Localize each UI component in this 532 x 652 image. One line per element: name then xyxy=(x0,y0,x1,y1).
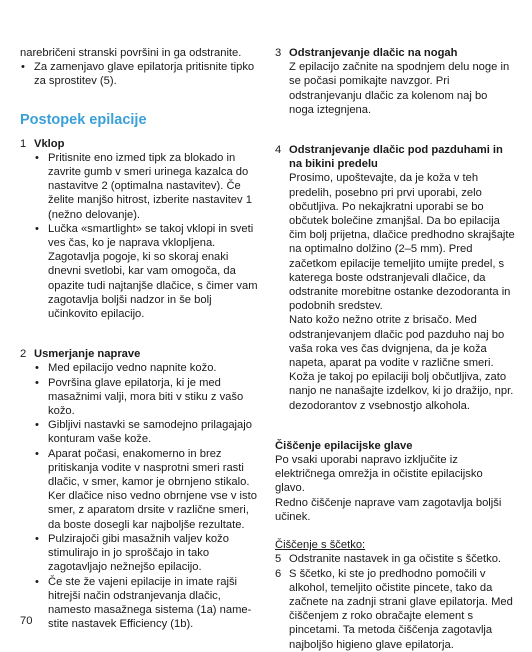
step-text: Odstranite nastavek in ga očistite s ščetko. xyxy=(289,553,502,566)
list-item: • Pulzirajoči gibi masažnih valjev kožo stimulirajo in jo sproščajo in tako zagotavljajo nežnejšo epilacijo. xyxy=(20,532,258,575)
step-3 xyxy=(275,46,515,60)
intro-continuation: narebričeni stranski površini in ga odstranite. xyxy=(20,47,242,59)
list-item: • Aparat počasi, enakomerno in brez pritiskanja vodite v nasprotni smeri rasti dlačic, v smer, kamor je obrnjeno stikalo. Ker dlačice niso vedno obrnjene vse v isto smer, z aparatom drsite v različne smeri, da boste dosegli kar najboljše rezultate. xyxy=(20,447,258,532)
list-item: • Če ste že vajeni epilacije in imate rajši hitrejši način odstranjevanja dlačic, namesto masažnega sistema (1a) name-stite nastavek Efficiency (1b). xyxy=(20,575,258,632)
step-text: Nato kožo nežno otrite z brisačo. Med odstranjevanjem dlačic pod pazduho naj bo vaša roka ves čas dvignjena, da je koža napeta, aparat pa vodite v različne smeri. Koža je takoj po epilaciji bolj občutljiva, zato nanjo ne nanašajte izdelkov, ki jo dražijo, npr. dezodorantov z vsebnostjo alkohola. xyxy=(289,314,514,412)
step-text: S ščetko, ki ste jo predhodno pomočili v alkohol, temeljito očistite pincete, tako da začnete na zadnji strani glave epilatorja. Med čiščenjem z roko obračajte element s pincetami. Ta metoda čiščenja zagotavlja najboljšo higieno glave epilatorja. xyxy=(289,567,513,651)
step-text: Prosimo, upoštevajte, da je koža v teh predelih, posebno pri prvi uporabi, zelo občutljiva. Po nekajkratni uporabi se bo občutek bolečine zmanjšal. Da bo epilacija čim bolj prijetna, dlačice predhodno skrajšajte na optimalno dolžino (2–5 mm). Pred začetkom epilacije temeljito umijte predel, s katerega boste odstranjevali dlačice, da odstranite morebitne ostanke dezodoranta in podobnih sredstev. xyxy=(289,172,515,313)
step-title: Vklop xyxy=(34,137,65,150)
step-text: Z epilacijo začnite na spodnjem delu noge in se počasi pomikajte navzgor. Pri odstranjevanju dlačic za kolenom naj bo noga iztegnjena. xyxy=(289,61,510,116)
left-column xyxy=(20,46,258,631)
step-title: Odstranjevanje dlačic na nogah xyxy=(289,47,458,59)
step-6 xyxy=(275,567,515,652)
list-item: • Površina glave epilatorja, ki je med masažnimi valji, mora biti v stiku z vašo kožo. xyxy=(20,376,258,419)
intro-bullet: • Za zamenjavo glave epilatorja pritisnite tipko za sprostitev (5). xyxy=(20,60,258,88)
step-number: 3 xyxy=(275,47,282,59)
page-number: 70 xyxy=(20,615,33,627)
cleaning-text: Redno čiščenje naprave vam zagotavlja boljši učinek. xyxy=(275,496,502,523)
step-number: 6 xyxy=(275,567,282,580)
step-number: 4 xyxy=(275,144,282,157)
step-5 xyxy=(275,552,515,566)
step-number: 2 xyxy=(20,348,27,361)
brush-heading: Čiščenje s ščetko: xyxy=(275,539,366,552)
cleaning-heading: Čiščenje epilacijske glave xyxy=(275,439,413,452)
section-heading: Postopek epilacije xyxy=(20,111,147,128)
list-item: • Gibljivi nastavki se samodejno prilagajajo konturam vaše kože. xyxy=(20,418,258,446)
cleaning-text: Po vsaki uporabi napravo izključite iz električnega omrežja in očistite epilacijsko glavo. xyxy=(275,454,483,495)
list-item: • Med epilacijo vedno napnite kožo. xyxy=(20,361,258,375)
step-1 xyxy=(20,137,258,151)
step-title: Odstranjevanje dlačic pod pazduhami in na bikini predelu xyxy=(289,144,503,171)
list-item: • Pritisnite eno izmed tipk za blokado in zavrite gumb v smeri urinega kazalca do nastavitve 2 (optimalna nastavitev). Če želite manjšo hitrost, izberite nastavitev 1 (nežno delovanje). xyxy=(20,151,258,222)
right-column xyxy=(275,46,515,652)
step-4 xyxy=(275,143,515,171)
step-2 xyxy=(20,347,258,361)
step-number: 1 xyxy=(20,137,27,150)
step-title: Usmerjanje naprave xyxy=(34,348,141,361)
list-item: • Lučka «smartlight» se takoj vklopi in sveti ves čas, ko je naprava vklopljena. Zagotavlja pogoje, ki so skoraj enaki dnevni svetlobi, kar vam omogoča, da opazite tudi najtanjše dlačice, s čimer vam zagotavlja boljši nadzor in še bolj učinkovito epilacijo. xyxy=(20,222,258,321)
step-number: 5 xyxy=(275,553,282,566)
